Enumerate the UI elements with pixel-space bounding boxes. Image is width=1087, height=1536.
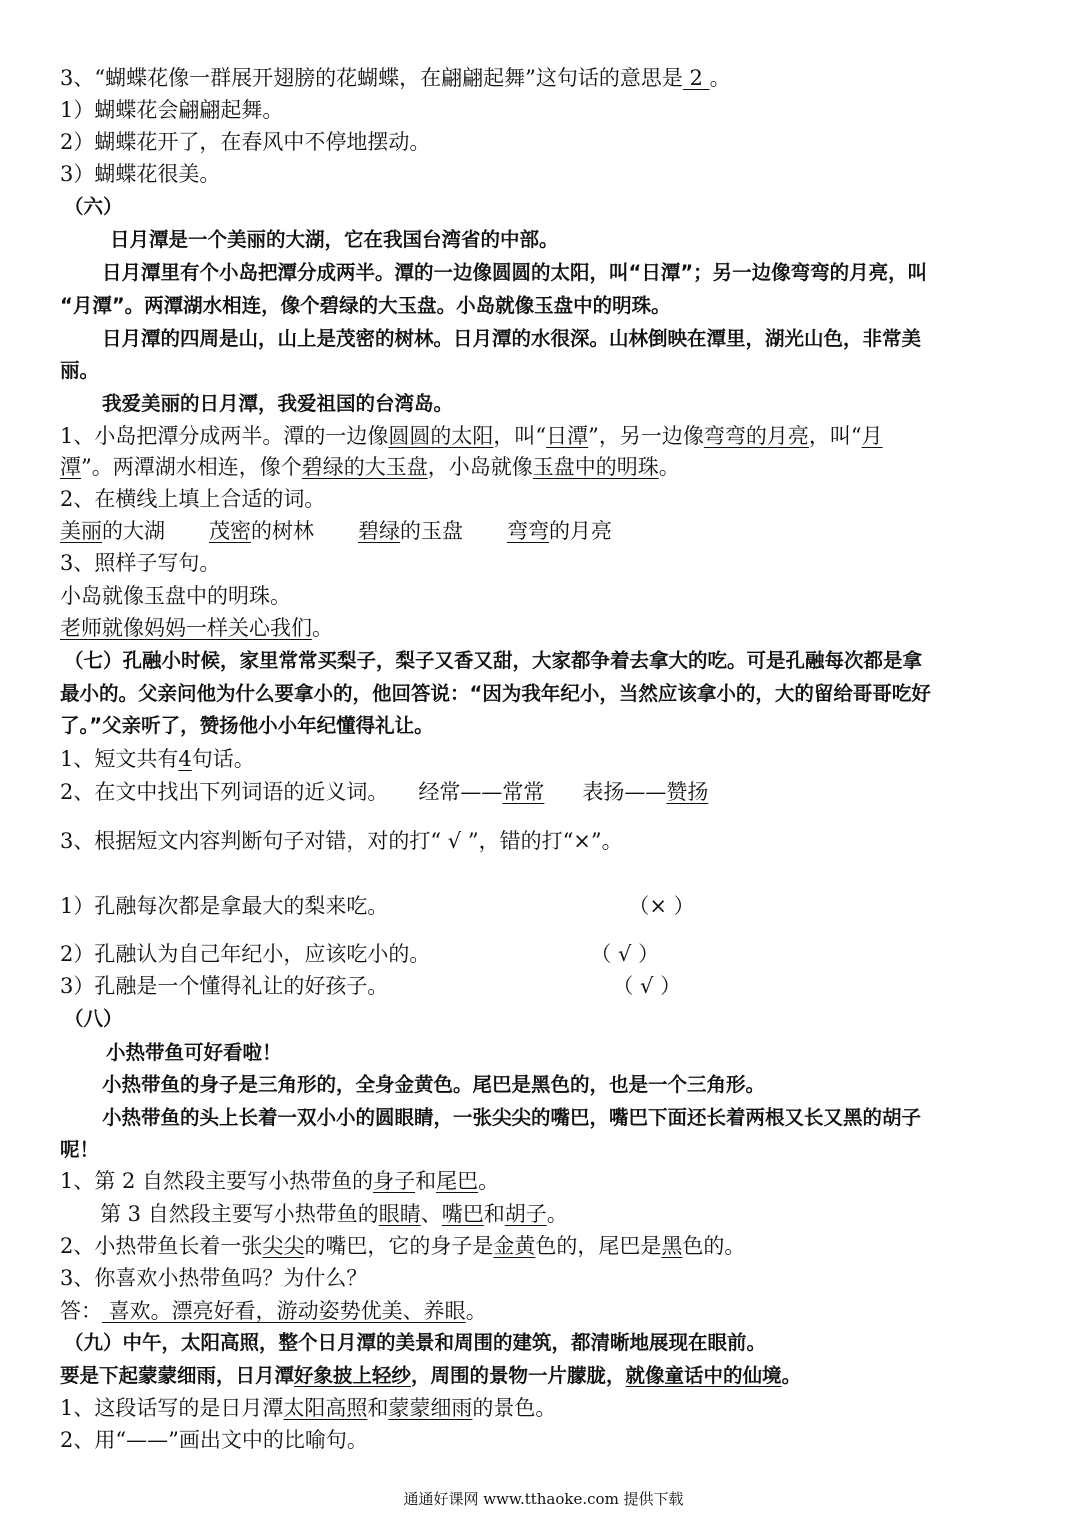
answer-text: 圆圆的太阳 [388,424,494,448]
text-run: （ √ ） [590,942,660,966]
text-run: ”，另一边像 [588,424,704,448]
text-line [60,192,123,222]
text-line [60,1361,801,1391]
text-run: 最小的。父亲问他为什么要拿小的，他回答说：“因为我年纪小，当然应该拿小的，大的留给哥哥吃好 [60,682,931,705]
text-run: 2、在横线上填上合适的词。 [60,487,326,511]
text-line [60,744,255,774]
answer-text: 蒙蒙细雨 [388,1396,473,1420]
text-run: 3）孔融是一个懂得礼让的好孩子。 [60,974,389,998]
text-line [60,1425,368,1455]
text-line [60,291,671,321]
text-line [60,324,921,354]
text-run: 第 3 自然段主要写小热带鱼的 [100,1202,379,1226]
text-run: 日月潭是一个美丽的大湖，它在我国台湾省的中部。 [110,228,559,251]
text-line [60,1263,367,1293]
text-run: ，小岛就像 [427,455,533,479]
answer-text: 碧绿 [358,519,400,543]
answer-text: 太阳高照 [283,1396,368,1420]
text-run: 。 [658,455,680,479]
text-line [60,891,695,921]
answer-text: 好象披上轻纱 [294,1364,412,1387]
text-run: （九）中午，太阳高照，整个日月潭的美景和周围的建筑，都清晰地展现在眼前。 [64,1331,767,1354]
text-line [60,63,731,93]
text-run: （六） [64,195,123,218]
text-run: 的嘴巴，它的身子是 [304,1234,494,1258]
text-run: 3、“蝴蝶花像一群展开翅膀的花蝴蝶，在翩翩起舞”这句话的意思是 [60,66,683,90]
text-run: 3、照样子写句。 [60,551,221,575]
text-run: 色的，尾巴是 [535,1234,662,1258]
text-run: （× ） [628,894,695,918]
text-run: 我爱美丽的日月潭，我爱祖国的台湾岛。 [102,392,454,415]
text-line [60,95,283,125]
text-line [60,258,927,288]
text-line [60,225,559,255]
text-run: 的玉盘 [400,519,463,543]
answer-text: 弯弯的月亮 [703,424,809,448]
text-line [60,159,220,189]
text-run: 了。”父亲听了，赞扬他小小年纪懂得礼让。 [60,714,434,737]
text-line [60,1166,499,1196]
answer-text: 黑 [661,1234,683,1258]
answer-text: 眼睛 [378,1202,421,1226]
text-run: 3、你喜欢小热带鱼吗？为什么？ [60,1266,368,1290]
text-run: 呢！ [60,1138,100,1161]
text-run: ，周围的景物一片朦胧， [411,1364,626,1387]
answer-text: 美丽 [60,519,102,543]
text-run: 1）蝴蝶花会翩翩起舞。 [60,98,284,122]
text-run: 2、在文中找出下列词语的近义词。 [60,780,389,804]
text-run: 答： [60,1299,102,1323]
text-line [60,1199,568,1229]
text-run: 3）蝴蝶花很美。 [60,162,221,186]
text-line [60,1328,766,1358]
text-line [60,389,453,419]
text-run: 2）孔融认为自己年纪小，应该吃小的。 [60,942,431,966]
text-run: 1）孔融每次都是拿最大的梨来吃。 [60,894,389,918]
page-footer: 通通好课网 www.tthaoke.com 提供下载 [403,1490,684,1508]
text-run: 1、这段话写的是日月潭 [60,1396,284,1420]
text-line [60,484,325,514]
answer-text: 2 [682,66,710,90]
text-line [60,548,220,578]
text-run: 日月潭里有个小岛把潭分成两半。潭的一边像圆圆的太阳，叫“日潭”；另一边像弯弯的月亮，叫 [102,261,928,284]
answer-text: 弯弯 [507,519,549,543]
answer-text: 就像童话中的仙境 [625,1364,782,1387]
text-run: 的月亮 [549,519,612,543]
text-line [60,421,883,451]
text-line [60,646,922,676]
text-run: 小热带鱼可好看啦！ [106,1041,282,1064]
text-run: 小岛就像玉盘中的明珠。 [60,584,291,608]
text-line [60,1070,765,1100]
text-run: 1、小岛把潭分成两半。潭的一边像 [60,424,389,448]
answer-text: 4 [178,747,192,771]
text-run: 丽。 [60,359,100,382]
text-run: 。 [478,1169,500,1193]
text-run: 和 [367,1396,389,1420]
answer-text: 常常 [502,780,545,804]
text-run: 、 [420,1202,442,1226]
answer-text: 茂密 [209,519,251,543]
answer-text: 身子 [373,1169,416,1193]
text-run: 。 [709,66,731,90]
text-run: ，叫“ [493,424,547,448]
text-line [60,452,680,482]
text-run: 小热带鱼的头上长着一双小小的圆眼睛，一张尖尖的嘴巴，嘴巴下面还长着两根又长又黑的胡子 [102,1106,922,1129]
text-line [60,826,623,856]
answer-text: 喜欢。漂亮好看，游动姿势优美、养眼 [102,1299,466,1323]
text-run: “月潭”。两潭湖水相连，像个碧绿的大玉盘。小岛就像玉盘中的明珠。 [60,294,671,317]
answer-text: 玉盘中的明珠 [532,455,659,479]
text-line [60,679,931,709]
text-run: 1、第 2 自然段主要写小热带鱼的 [60,1169,374,1193]
text-run: 的景色。 [472,1396,557,1420]
text-run: 2）蝴蝶花开了，在春风中不停地摆动。 [60,130,431,154]
answer-text: 赞扬 [666,780,709,804]
text-line [60,1103,921,1133]
text-run: 经常—— [418,780,503,804]
text-line [60,1231,745,1261]
text-run: ，叫“ [808,424,862,448]
text-run: 3、根据短文内容判断句子对错，对的打“ √ ”，错的打“×”。 [60,829,623,853]
text-line [60,581,291,611]
text-line [60,516,612,546]
text-run: 。 [312,616,333,640]
text-line [60,971,681,1001]
text-line [60,356,99,386]
text-line [60,1135,99,1165]
answer-text: 碧绿的大玉盘 [301,455,428,479]
text-run: 。 [546,1202,568,1226]
text-run: 。 [781,1364,802,1387]
text-line [60,1004,123,1034]
text-run: ”。两潭湖水相连，像个 [81,455,302,479]
text-run: 表扬—— [582,780,667,804]
answer-text: 尖尖 [262,1234,305,1258]
text-line [60,711,434,741]
text-line [60,1393,556,1423]
answer-text: 潭 [60,455,81,479]
text-run: 1、短文共有 [60,747,179,771]
text-run: 和 [483,1202,505,1226]
answer-text: 日潭 [546,424,589,448]
text-run: （七）孔融小时候，家里常常买梨子，梨子又香又甜，大家都争着去拿大的吃。可是孔融每次都是拿 [64,649,923,672]
text-run: （八） [64,1007,123,1030]
answer-text: 嘴巴 [441,1202,484,1226]
text-run: 2、小热带鱼长着一张 [60,1234,263,1258]
text-run: （ √ ） [612,974,682,998]
text-run: 的大湖 [102,519,165,543]
answer-text: 金黄 [493,1234,536,1258]
text-run: 2、用“——”画出文中的比喻句。 [60,1428,368,1452]
text-line [60,1296,487,1326]
text-run: 日月潭的四周是山，山上是茂密的树林。日月潭的水很深。山林倒映在潭里，湖光山色，非常美 [102,327,922,350]
text-run: 句话。 [191,747,255,771]
text-line [60,613,333,643]
answer-text: 尾巴 [436,1169,479,1193]
text-run: 要是下起蒙蒙细雨，日月潭 [60,1364,295,1387]
text-run: 小热带鱼的身子是三角形的，全身金黄色。尾巴是黑色的，也是一个三角形。 [102,1073,766,1096]
text-run: 和 [415,1169,437,1193]
text-line [60,939,659,969]
text-run: 色的。 [682,1234,746,1258]
answer-text: 胡子 [504,1202,547,1226]
answer-text: 月 [861,424,883,448]
text-run: 的树林 [251,519,314,543]
text-line [60,127,430,157]
text-run: 。 [465,1299,487,1323]
text-line [60,1038,282,1068]
text-line [60,777,708,807]
answer-text: 老师就像妈妈一样关心我们 [60,616,312,640]
